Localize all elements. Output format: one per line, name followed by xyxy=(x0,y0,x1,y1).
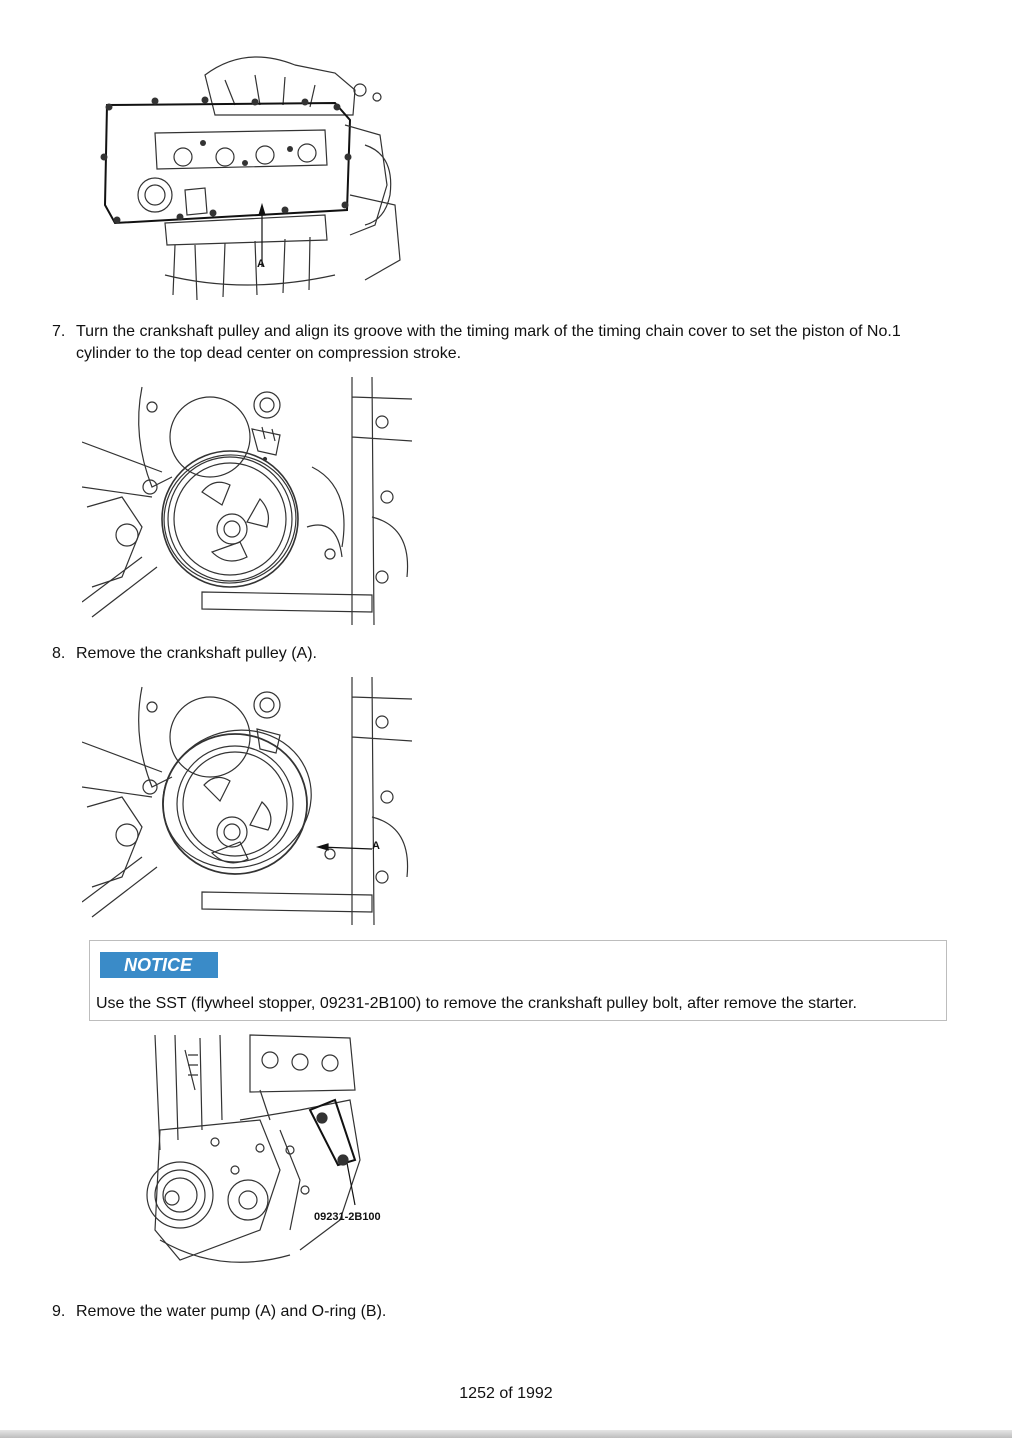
notice-box xyxy=(89,940,947,1021)
figure-label-a: A xyxy=(257,258,265,270)
step-number: 9. xyxy=(52,1303,66,1320)
crankshaft-pulley-timing-figure xyxy=(82,377,412,625)
notice-text: Use the SST (flywheel stopper, 09231-2B100) to remove the crankshaft pulley bolt, after remove the starter. xyxy=(96,995,857,1012)
viewer-bottom-edge xyxy=(0,1430,1012,1438)
step-text: Remove the water pump (A) and O-ring (B). xyxy=(76,1303,387,1320)
step-text: Turn the crankshaft pulley and align its groove with the timing mark of the timing chain cover to set the piston of No.1 cylinder to the top dead center on compression stroke. xyxy=(76,323,901,362)
step-text: Remove the crankshaft pulley (A). xyxy=(76,645,317,662)
step-7 xyxy=(52,321,952,365)
sst-tool-label: 09231-2B100 xyxy=(314,1211,381,1223)
step-8 xyxy=(52,643,952,665)
step-9 xyxy=(52,1301,952,1323)
step-number: 7. xyxy=(52,323,66,340)
step-number: 8. xyxy=(52,645,66,662)
figure-label-a: A xyxy=(372,840,380,852)
flywheel-stopper-figure xyxy=(140,1030,400,1280)
cylinder-head-cover-figure xyxy=(95,45,415,307)
notice-badge: NOTICE xyxy=(100,952,218,978)
crankshaft-pulley-removal-figure xyxy=(82,677,412,925)
page-number: 1252 of 1992 xyxy=(459,1385,553,1402)
